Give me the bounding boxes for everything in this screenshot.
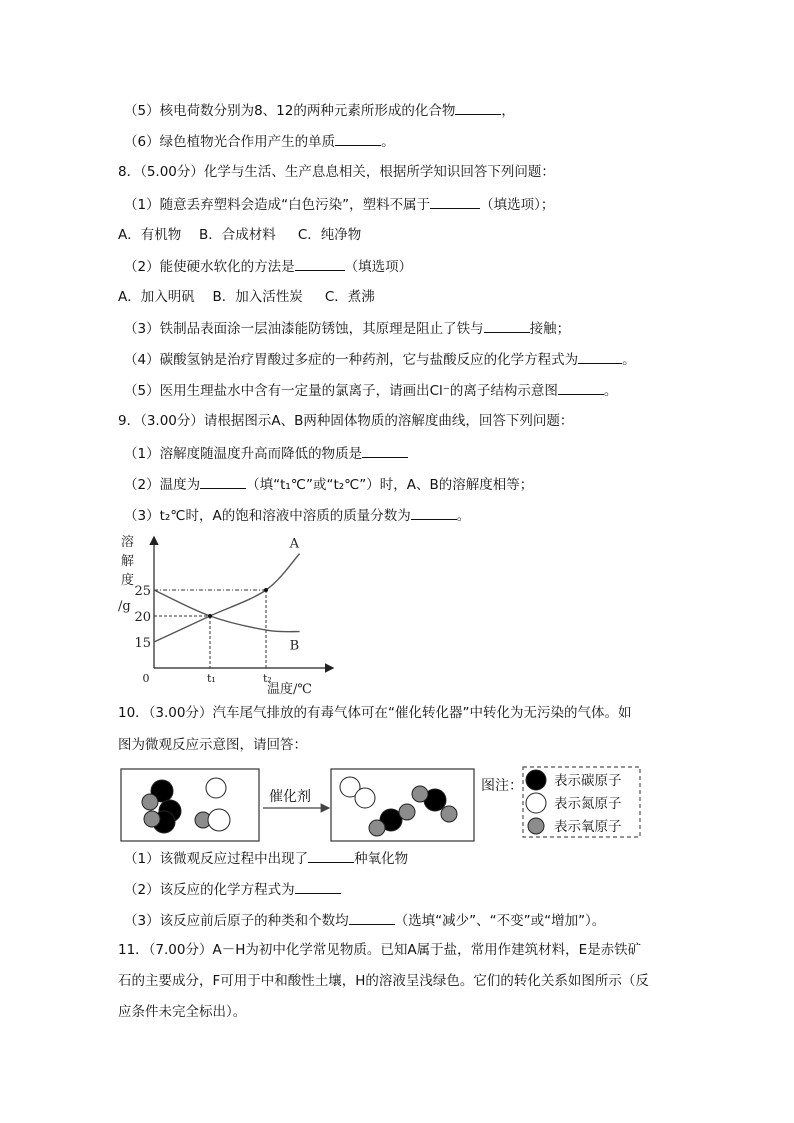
oxygen-atom	[441, 806, 457, 822]
answer-blank[interactable]	[411, 505, 457, 520]
line-text-after: （选填“减少”、“不变”或“增加”）。	[394, 913, 606, 929]
y-tick-label: 20	[134, 610, 151, 625]
y-axis-unit: /g	[118, 599, 131, 614]
line-text: （4）碳酸氢钠是治疗胃酸过多症的一种药剂，它与盐酸反应的化学方程式为	[124, 352, 579, 368]
curve-A	[154, 554, 300, 642]
line-text: （5）核电荷数分别为8、12的两种元素所形成的化合物	[124, 103, 456, 119]
oxygen-atom	[142, 794, 158, 810]
y-axis-label-char: 溶	[121, 535, 135, 550]
answer-blank[interactable]	[484, 318, 530, 333]
reactants-box	[121, 769, 259, 841]
line-text-after: ，	[501, 103, 515, 119]
line-text-after: （填选项）	[344, 259, 413, 275]
text-line	[124, 910, 605, 931]
line-text: 石的主要成分，F可用于中和酸性土壤，H的溶液呈浅绿色。它们的转化关系如图所示（反	[118, 973, 649, 989]
line-text: A．有机物 B．合成材料 C．纯净物	[118, 227, 362, 243]
legend-swatch	[528, 818, 544, 834]
x-axis-label: 温度/℃	[267, 682, 312, 697]
y-tick-label: 15	[134, 636, 151, 651]
point-a-t2	[264, 588, 268, 592]
answer-blank[interactable]	[430, 194, 480, 209]
line-text-after: 。	[456, 508, 471, 524]
line-text: 9．（3.00分）请根据图示A、B两种固体物质的溶解度曲线，回答下列问题：	[118, 413, 574, 429]
curve-B	[154, 590, 300, 632]
nitrogen-atom	[208, 809, 230, 831]
line-text-after: 。	[603, 383, 618, 399]
text-line	[124, 194, 554, 215]
line-text: （5）医用生理盐水中含有一定量的氯离子，请画出Cl⁻的离子结构示意图	[124, 383, 558, 399]
text-line	[124, 474, 533, 495]
series-label-A: A	[289, 536, 299, 552]
line-text: （2）能使硬水软化的方法是	[124, 259, 295, 275]
text-line	[118, 225, 361, 245]
line-text: 10．（3.00分）汽车尾气排放的有毒气体可在“催化转化器”中转化为无污染的气体。如	[118, 705, 632, 721]
text-line	[124, 848, 408, 869]
line-text-after: （填选项）；	[480, 197, 555, 213]
answer-blank[interactable]	[558, 380, 604, 395]
line-text: 图为微观反应示意图，请回答：	[118, 737, 307, 753]
text-line	[118, 287, 375, 307]
text-line	[124, 349, 636, 370]
origin-label: 0	[142, 672, 150, 685]
text-line	[118, 162, 555, 182]
oxygen-atom	[412, 786, 428, 802]
line-text: （3）铁制品表面涂一层油漆能防锈蚀，其原理是阻止了铁与	[124, 321, 484, 337]
answer-blank[interactable]	[295, 256, 345, 271]
text-line	[124, 443, 408, 464]
text-line	[118, 411, 573, 431]
solubility-chart	[112, 530, 342, 700]
line-text: （1）随意丢弃塑料会造成“白色污染”，塑料不属于	[124, 197, 431, 213]
line-text: （2）该反应的化学方程式为	[124, 882, 295, 898]
legend-label: 表示氧原子	[554, 819, 622, 835]
answer-blank[interactable]	[349, 910, 395, 925]
answer-blank[interactable]	[335, 131, 381, 146]
text-line	[124, 256, 412, 277]
legend-prefix: 图注：	[481, 778, 523, 794]
intersection-point	[208, 614, 212, 618]
line-text: A．加入明矾 B．加入活性炭 C．煮沸	[118, 289, 375, 305]
text-line	[118, 735, 307, 755]
oxygen-atom	[144, 811, 160, 827]
answer-blank[interactable]	[200, 474, 246, 489]
reaction-diagram	[118, 764, 646, 846]
y-axis-label-char: 度	[121, 573, 135, 588]
answer-blank[interactable]	[362, 443, 408, 458]
catalyst-label: 催化剂	[269, 789, 311, 805]
legend-swatch	[526, 793, 546, 813]
legend-label: 表示氮原子	[554, 796, 622, 812]
line-text: （1）溶解度随温度升高而降低的物质是	[124, 446, 363, 462]
line-text-after: 。	[622, 352, 636, 368]
text-line	[118, 971, 649, 991]
nitrogen-atom	[355, 788, 375, 808]
line-text: （3）该反应前后原子的种类和个数均	[124, 913, 349, 929]
line-text: 8．（5.00分）化学与生活、生产息息相关，根据所学知识回答下列问题：	[118, 164, 555, 180]
line-text: （2）温度为	[124, 477, 201, 493]
line-text-after: 。	[381, 134, 395, 150]
text-line	[124, 505, 470, 526]
line-text: （1）该微观反应过程中出现了	[124, 851, 309, 867]
oxygen-atom	[399, 804, 415, 820]
y-tick-label: 25	[134, 584, 151, 599]
y-axis-label-char: 解	[121, 554, 135, 569]
text-line	[124, 879, 341, 900]
answer-blank[interactable]	[578, 349, 622, 364]
line-text: （6）绿色植物光合作用产生的单质	[124, 134, 336, 150]
nitrogen-atom	[206, 778, 226, 798]
line-text-after: 种氧化物	[354, 851, 409, 867]
line-text: （3）t₂℃时，A的饱和溶液中溶质的质量分数为	[124, 508, 411, 524]
x-tick-label: t₁	[207, 672, 216, 685]
legend-swatch	[526, 770, 546, 790]
text-line	[118, 940, 641, 960]
text-line	[118, 1002, 246, 1022]
text-line	[124, 380, 617, 401]
answer-blank[interactable]	[308, 848, 354, 863]
line-text-after: （填“t₁℃”或“t₂℃”）时，A、B的溶解度相等；	[246, 477, 534, 493]
line-text: 应条件未完全标出）。	[118, 1004, 247, 1020]
series-label-B: B	[289, 638, 300, 654]
text-line	[124, 100, 515, 121]
answer-blank[interactable]	[455, 100, 501, 115]
line-text: 11．（7.00分）A－H为初中化学常见物质。已知A属于盐，常用作建筑材料，E是赤铁矿	[118, 942, 642, 958]
text-line	[118, 703, 631, 723]
legend-label: 表示碳原子	[554, 773, 622, 789]
x-tick-label: t₂	[263, 672, 272, 685]
text-line	[124, 318, 570, 339]
oxygen-atom	[369, 820, 385, 836]
answer-blank[interactable]	[295, 879, 341, 894]
line-text-after: 接触；	[529, 321, 571, 337]
text-line	[124, 131, 395, 152]
